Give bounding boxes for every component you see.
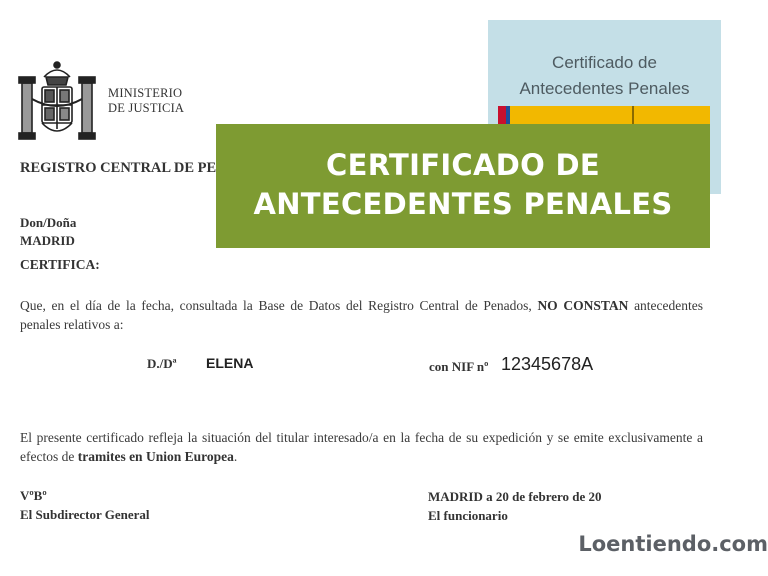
signature-right	[428, 487, 602, 525]
vobo-label: VºBº	[20, 488, 47, 503]
subdirector-label: El Subdirector General	[20, 507, 150, 522]
cover-title	[488, 50, 721, 102]
paragraph2-before: El presente certificado refleja la situación del titular interesado/a en la fecha de su expedición y se emite exclusivamente a efectos de	[20, 430, 703, 464]
date-line: MADRID a 20 de febrero de 20	[428, 489, 602, 504]
title-banner	[216, 124, 710, 248]
ministry-line2: DE JUSTICIA	[108, 101, 185, 115]
applicant-city: MADRID	[20, 233, 75, 248]
person-name: ELENA	[206, 355, 254, 371]
registry-label: REGISTRO CENTRAL DE PE	[20, 160, 217, 176]
paragraph1-before: Que, en el día de la fecha, consultada la Base de Datos del Registro Central de Penados,	[20, 298, 532, 313]
ministry-line1: MINISTERIO	[108, 86, 183, 100]
cover-title-line1: Certificado de	[552, 53, 657, 72]
paragraph2-after: .	[233, 449, 238, 464]
signature-left	[20, 486, 150, 524]
certifica-label: CERTIFICA:	[20, 257, 100, 272]
nif-label: con NIF nº	[429, 359, 489, 374]
certification-paragraph	[20, 296, 703, 334]
paragraph1-after: antecedentes penales relativos a:	[20, 298, 704, 332]
scope-paragraph	[20, 428, 703, 466]
paragraph1-emphasis: NO CONSTAN	[537, 298, 629, 313]
applicant-block	[20, 214, 76, 250]
don-label: Don/Doña	[20, 215, 77, 230]
banner-line1: CERTIFICADO DE	[326, 148, 600, 182]
nif-value: 12345678A	[501, 354, 594, 374]
banner-title	[216, 146, 710, 224]
site-watermark: Loentiendo.com	[578, 532, 768, 556]
paragraph2-emphasis: tramites en Union Europea	[77, 449, 234, 464]
funcionario-label: El funcionario	[428, 508, 508, 523]
person-prefix: D./Dª	[147, 356, 177, 371]
cover-title-line2: Antecedentes Penales	[519, 79, 690, 98]
banner-line2: ANTECEDENTES PENALES	[253, 187, 673, 221]
ministry-name	[108, 86, 184, 116]
coat-of-arms-icon	[14, 55, 100, 147]
